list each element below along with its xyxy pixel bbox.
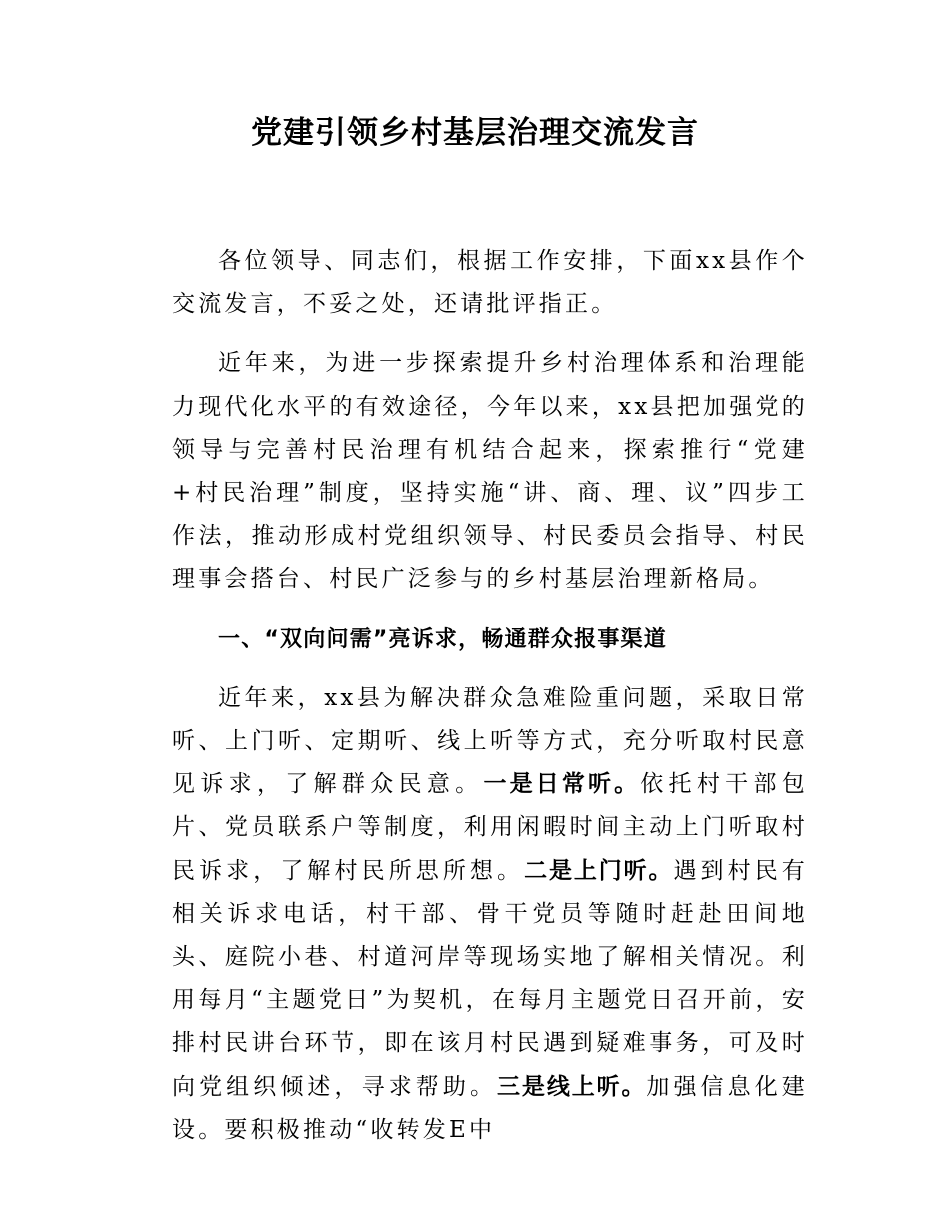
document-body: [172, 240, 808, 1168]
point-1-text: 依托村干部包片、党员联系户等制度，利用闲暇时间主动上门听取村民诉求，了解村民所思所想。: [172, 771, 809, 884]
intro-paragraph: 近年来，为进一步探索提升乡村治理体系和治理能力现代化水平的有效途径，今年以来，xx县把加强党的领导与完善村民治理有机结合起来，探索推行“党建+村民治理”制度，坚持实施“讲、商、理、议”四步工作法，推动形成村党组织领导、村民委员会指导、村民理事会搭台、村民广泛参与的乡村基层治理新格局。: [172, 350, 808, 593]
opening-paragraph: 各位领导、同志们，根据工作安排，下面xx县作个交流发言，不妥之处，还请批评指正。: [172, 248, 808, 318]
section-heading-1: 一、“双向问需”亮诉求，畅通群众报事渠道: [218, 626, 667, 652]
section-1-paragraph: [172, 677, 808, 1152]
point-3-lead: 三是线上听。: [497, 1073, 647, 1100]
point-1-lead: 一是日常听。: [483, 771, 641, 798]
section-1-intro: 近年来，xx县为解决群众急难险重问题，采取日常听、上门听、定期听、线上听等方式，充分听取村民意见诉求，了解群众民意。: [172, 684, 808, 798]
point-3-text: 加强信息化建设。要积极推动“收转发E中: [172, 1073, 809, 1143]
point-2-text: 遇到村民有相关诉求电话，村干部、骨干党员等随时赶赴田间地头、庭院小巷、村道河岸等现场实地了解相关情况。利用每月“主题党日”为契机，在每月主题党日召开前，安排村民讲台环节，即在该月村民遇到疑难事务，可及时向党组织倾述，寻求帮助。: [172, 857, 808, 1100]
point-2-lead: 二是上门听。: [524, 857, 674, 884]
document-title: 党建引领乡村基层治理交流发言: [251, 115, 699, 151]
